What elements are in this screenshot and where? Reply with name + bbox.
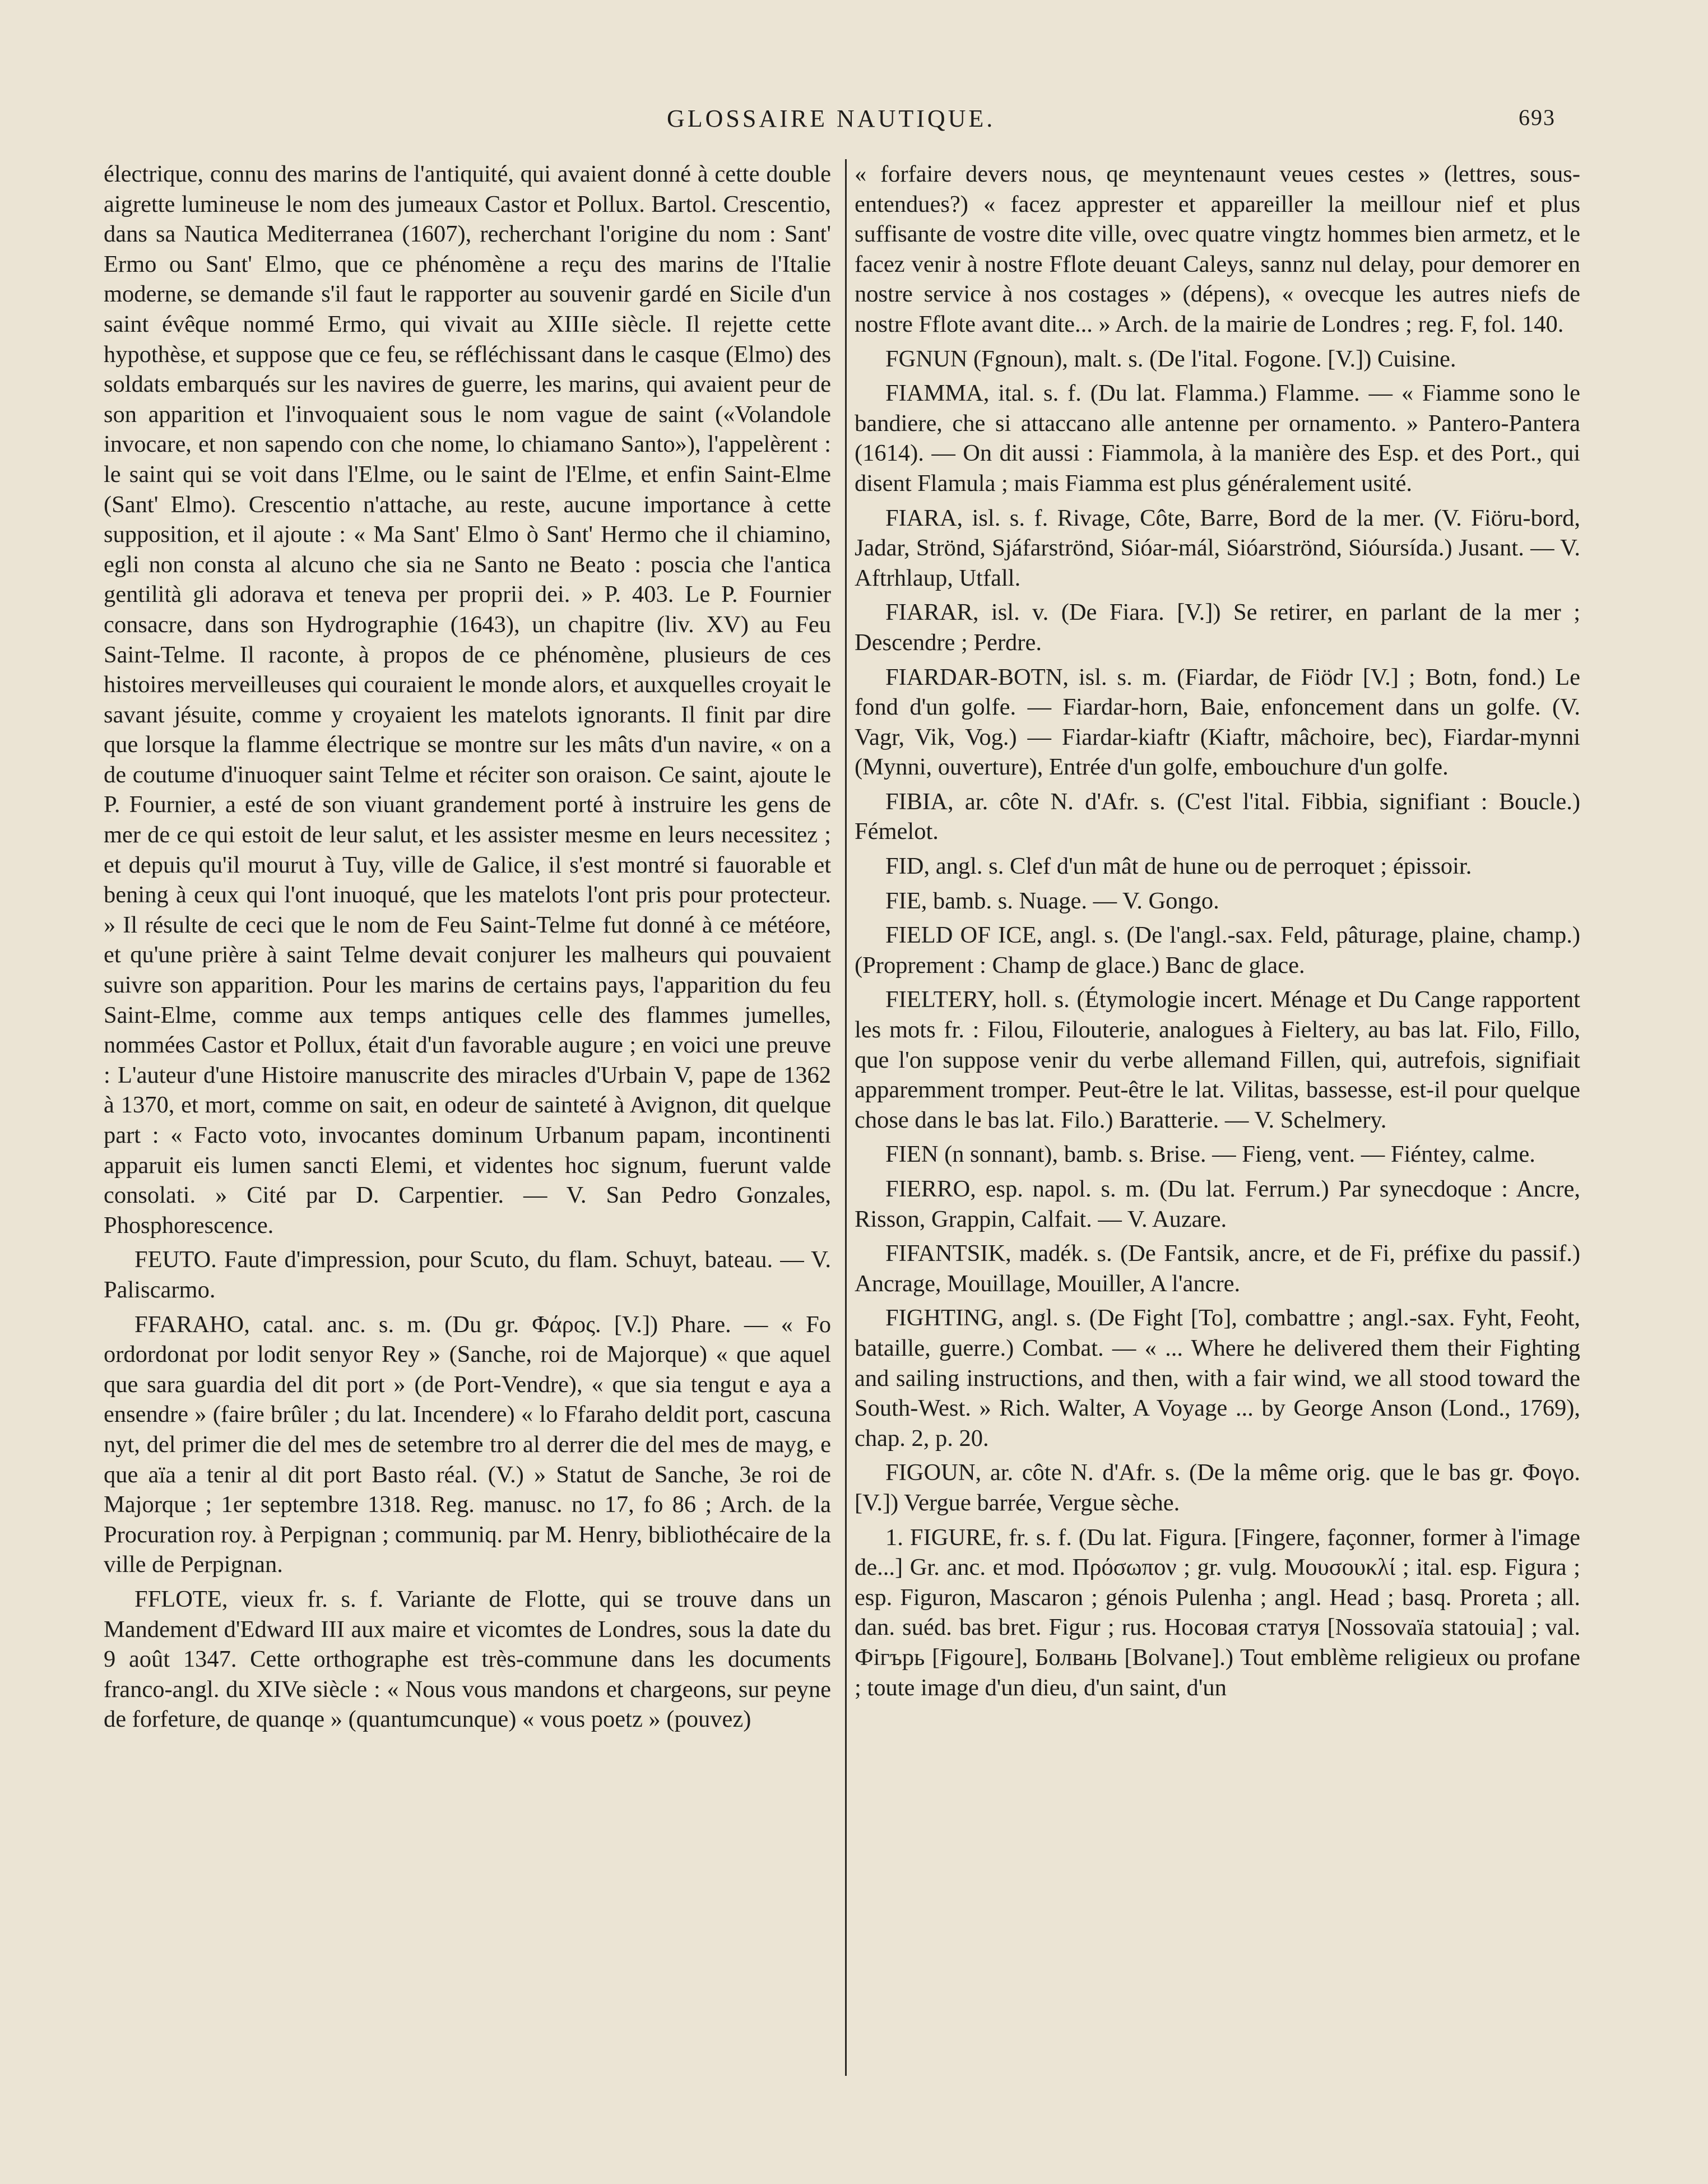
entry-fiardar-botn: FIARDAR-BOTN, isl. s. m. (Fiardar, de Fiödr [V.] ; Botn, fond.) Le fond d'un golfe. — Fiardar-horn, Baie, enfoncement dans un golfe. (V. Vagr, Vik, Vog.) — Fiardar-kiaftr (Kiaftr, mâchoire, bec), Fiardar-mynni (Mynni, ouverture), Entrée d'un golfe, embouchure d'un golfe. [855,664,1580,781]
entry-fiara: FIARA, isl. s. f. Rivage, Côte, Barre, Bord de la mer. (V. Fiöru-bord, Jadar, Strönd, Sjáfarströnd, Sióar-mál, Sióarströnd, Sióursída.) Jusant. — V. Aftrhlaup, Utfall. [855,504,1580,591]
entry-ffaraho: FFARAHO, catal. anc. s. m. (Du gr. Φάρος. [V.]) Phare. — « Fo ordordonat por lodit senyor Rey » (Sanche, roi de Majorque) « que aquel que sara guardia del dit port » (de Port-Vendre), « que sia tengut e aya a ensendre » (faire brûler ; du lat. Incendere) « lo Ffaraho deldit port, cascuna nyt, del primer die del mes de setembre tro al derrer die del mes de mayg, e que aïa a tenir al dit port Basto réal. (V.) » Statut de Sanche, 3e roi de Majorque ; 1er septembre 1318. Reg. manusc. no 17, fo 86 ; Arch. de la Procuration roy. à Perpignan ; communiq. par M. Henry, bibliothécaire de la ville de Perpignan. [104,1311,831,1578]
entry-field-of-ice: FIELD OF ICE, angl. s. (De l'angl.-sax. Feld, pâturage, plaine, champ.) (Proprement : Champ de glace.) Banc de glace. [855,922,1580,979]
entry-feuto: FEUTO. Faute d'impression, pour Scuto, du flam. Schuyt, bateau. — V. Paliscarmo. [104,1246,831,1303]
column-divider [845,159,847,2076]
entry-fierro: FIERRO, esp. napol. s. m. (Du lat. Ferrum.) Par synecdoque : Ancre, Risson, Grappin, Calfait. — V. Auzare. [855,1176,1580,1232]
entry-fieltery: FIELTERY, holl. s. (Étymologie incert. Ménage et Du Cange rapportent les mots fr. : Filou, Filouterie, analogues à Fieltery, au bas lat. Filo, Fillo, que l'on suppose venir du verbe allemand Fillen, qui, autrefois, signifiait apparemment tromper. Peut-être le lat. Vilitas, bassesse, est-il pour quelque chose dans le bas lat. Filo.) Baratterie. — V. Schelmery. [855,986,1580,1133]
entry-fflote: FFLOTE, vieux fr. s. f. Variante de Flotte, qui se trouve dans un Mandement d'Edward III aux maire et vicomtes de Londres, sous la date du 9 août 1347. Cette orthographe est très-commune dans les documents franco-angl. du XIVe siècle : « Nous vous mandons et chargeons, sur peyne de forfeture, de quanqe » (quantumcunque) « vous poetz » (pouvez) [104,1585,831,1733]
entry-fie: FIE, bamb. s. Nuage. — V. Gongo. [885,887,1219,914]
entry-figure: 1. FIGURE, fr. s. f. (Du lat. Figura. [Fingere, façonner, former à l'image de...] Gr. anc. et mod. Πρόσωπον ; gr. vulg. Μουσουκλί ; ital. esp. Figura ; esp. Figuron, Mascaron ; génois Pulenha ; angl. Head ; basq. Proreta ; all. dan. suéd. bas bret. Figur ; rus. Носовая статуя [Nossovaïa statouia] ; val. Фігърь [Figoure], Болвань [Bolvane].) Tout emblème religieux ou profane ; toute image d'un dieu, d'un saint, d'un [855,1524,1580,1701]
entry-fiamma: FIAMMA, ital. s. f. (Du lat. Flamma.) Flamme. — « Fiamme sono le bandiere, che si attaccano alle antenne per ornamento. » Pantero-Pantera (1614). — On dit aussi : Fiammola, à la manière des Esp. et des Port., qui disent Flamula ; mais Fiamma est plus généralement usité. [855,380,1580,497]
entry-fighting: FIGHTING, angl. s. (De Fight [To], combattre ; angl.-sax. Fyht, Feoht, bataille, guerre.) Combat. — « ... Where he delivered them their Fighting and sailing instructions, and then, with a fair wind, we all stood toward the South-West. » Rich. Walter, A Voyage ... by George Anson (Lond., 1769), chap. 2, p. 20. [855,1305,1580,1452]
continued-entry-fflote: « forfaire devers nous, qe meyntenaunt veues cestes » (lettres, sous-entendues?) « facez apprester et appareiller la meillour nief et plus suffisante de vostre dite ville, ovec quatre vingtz hommes bien armetz, et le facez venir à nostre Fflote deuant Caleys, sannz nul delay, pour demorer en nostre service à nos costages » (dépens), « ovecque les autres niefs de nostre Fflote avant dite... » Arch. de la mairie de Londres ; reg. F, fol. 140. [855,161,1580,337]
entry-fid: FID, angl. s. Clef d'un mât de hune ou de perroquet ; épissoir. [885,853,1472,880]
entry-fiarar: FIARAR, isl. v. (De Fiara. [V.]) Se retirer, en parlant de la mer ; Descendre ; Perdre. [855,599,1580,656]
left-column [104,159,831,1735]
page-number: 693 [1519,105,1556,130]
entry-fibia: FIBIA, ar. côte N. d'Afr. s. (C'est l'ital. Fibbia, signifiant : Boucle.) Fémelot. [855,788,1580,845]
running-title: GLOSSAIRE NAUTIQUE. [667,105,996,132]
right-column [855,159,1580,1703]
entry-figoun: FIGOUN, ar. côte N. d'Afr. s. (De la même orig. que le bas gr. Φογο. [V.]) Vergue barrée, Vergue sèche. [855,1459,1580,1516]
continued-entry-saint-elme: électrique, connu des marins de l'antiquité, qui avaient donné à cette double aigrette lumineuse le nom des jumeaux Castor et Pollux. Bartol. Crescentio, dans sa Nautica Mediterranea (1607), recherchant l'origine du nom : Sant' Ermo ou Sant' Elmo, que ce phénomène a reçu des marins de l'Italie moderne, se demande s'il faut le rapporter au souvenir gardé en Sicile d'un saint évêque nommé Ermo, qui vivait au XIIIe siècle. Il rejette cette hypothèse, et suppose que ce feu, se réfléchissant dans le casque (Elmo) des soldats embarqués sur les navires de guerre, les marins, qui avaient peur de son apparition et l'invoquaient sous le nom vague de saint («Volandole invocare, et non sapendo con che nome, lo chiamano Santo»), l'appelèrent : le saint qui se voit dans l'Elme, ou le saint de l'Elme, et enfin Saint-Elme (Sant' Elmo). Crescentio n'attache, au reste, aucune importance à cette supposition, et il ajoute : « Ma Sant' Elmo ò Sant' Hermo che il chiamino, egli non consta al alcuno che sia ne Santo ne Beato : poscia che l'antica gentilità gli adorava et teneva per proprii dei. » P. 403. Le P. Fournier consacre, dans son Hydrographie (1643), un chapitre (liv. XV) au Feu Saint-Telme. Il raconte, à propos de ce phénomène, plusieurs de ces histoires merveilleuses qui couraient le monde alors, et auxquelles croyait le savant jésuite, comme y croyaient les matelots ignorants. Il finit par dire que lorsque la flamme électrique se montre sur les mâts d'un navire, « on a de coutume d'inuoquer saint Telme et réciter son oraison. Ce saint, ajoute le P. Fournier, a esté de son viuant grandement porté à instruire les gens de mer de ce qui estoit de leur salut, et les assister mesme en leurs necessitez ; et depuis qu'il mourut à Tuy, ville de Galice, il s'est montré si fauorable et bening à ceux qui l'ont inuoqué, que les matelots l'ont pris pour protecteur. » Il résulte de ceci que le nom de Feu Saint-Telme fut donné à ce météore, et qu'une prière à saint Telme devait conjurer les malheurs qui pouvaient suivre son apparition. Pour les marins de certains pays, l'apparition du feu Saint-Elme, comme aux temps antiques celle des flammes jumelles, nommées Castor et Pollux, était d'un favorable augure ; en voici une preuve : L'auteur d'une Histoire manuscrite des miracles d'Urbain V, pape de 1362 à 1370, et mort, comme on sait, en odeur de sainteté à Avignon, dit quelque part : « Facto voto, invocantes dominum Urbanum papam, incontinenti apparuit eis lumen sancti Elemi, et videntes hoc signum, fuerunt valde consolati. » Cité par D. Carpentier. — V. San Pedro Gonzales, Phosphorescence. [104,161,831,1239]
entry-fien: FIEN (n sonnant), bamb. s. Brise. — Fieng, vent. — Fiéntey, calme. [885,1141,1535,1168]
entry-fgnun: FGNUN (Fgnoun), malt. s. (De l'ital. Fogone. [V.]) Cuisine. [885,345,1456,372]
entry-fifantsik: FIFANTSIK, madék. s. (De Fantsik, ancre, et de Fi, préfixe du passif.) Ancrage, Mouillage, Mouiller, A l'ancre. [855,1240,1580,1297]
